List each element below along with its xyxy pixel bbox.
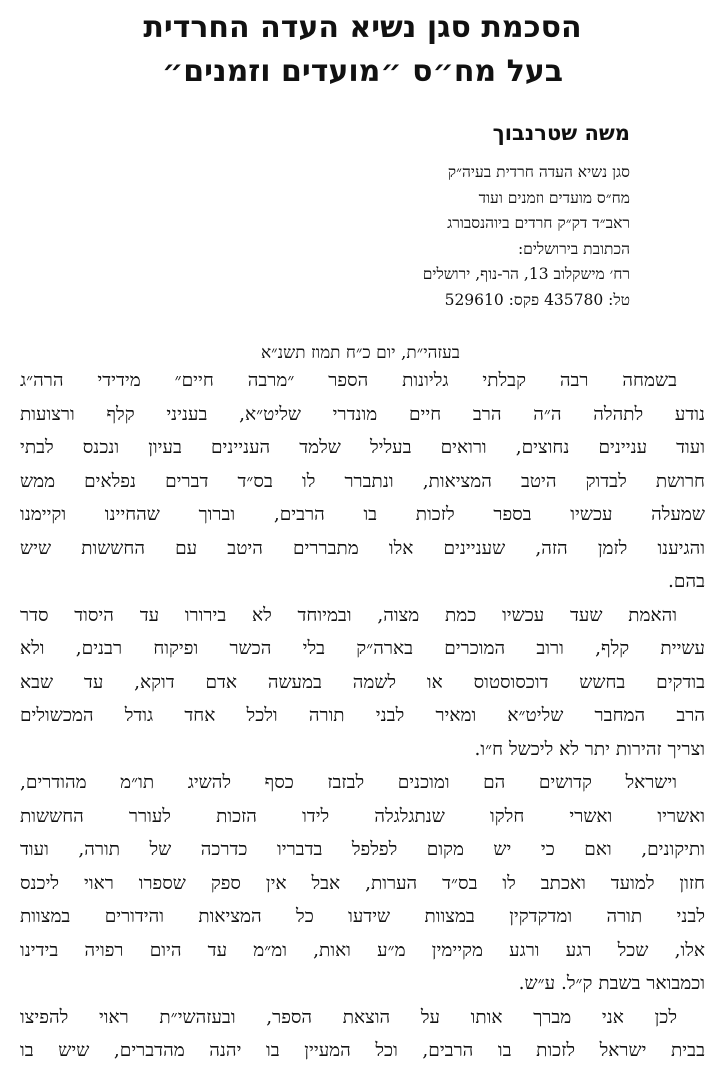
text-line: בודקים בחשש דוכסוסטוס או לשמה במעשה אדם דוקא, עד שבא	[20, 671, 705, 693]
text-line: והגיענו לזמן הזה, שעניינים אלו מתבררים היטב עם החששות שיש	[20, 537, 705, 559]
letter-date: בעזהי״ת, יום כ״ח תמוז תשנ״א	[260, 343, 460, 363]
text-line: וכמבואר בשבת ק״ל. ע״ש.	[518, 973, 705, 994]
text-line: לבני תורה ומדקדקין במצוות שידעו כל המציאות והידורים במצוות	[20, 906, 705, 927]
text-line: ואשריו ואשרי חלקו שנתגלגלה לידו הזכות לעורר החששות	[20, 805, 705, 827]
text-line: וישראל קדושים הם ומוכנים לבזבז כסף להשיג תו״מ מהודרים,	[20, 772, 677, 793]
letterhead-address	[423, 160, 630, 313]
letter-title	[0, 6, 725, 94]
text-line: שמעלה עכשיו בספר לזכות בו הרבים, וברוך שהחיינו וקיימנו	[20, 504, 705, 525]
paragraph	[20, 1001, 705, 1068]
address-line: סגן נשיא העדה חרדית בעיה״ק	[447, 163, 630, 181]
address-line: טל: 435780 פקס: 529610	[444, 290, 630, 309]
text-line: עשיית קלף, ורוב המוכרים בארה״ק בלי הכשר ופיקוח רבנים, ולא	[20, 638, 705, 659]
address-line: הכתובת בירושלים:	[517, 239, 630, 258]
text-line: וצריך זהירות יתר לא ליכשל ח״ו.	[474, 738, 705, 760]
paragraph	[20, 599, 705, 767]
author-name: משה שטרנבוך	[492, 121, 630, 145]
text-line: הרב המחבר שליט״א ומאיר לבני תורה ולכל אחד גודל המכשולים	[20, 705, 705, 726]
paragraph	[20, 766, 705, 1001]
address-line: מח״ס מועדים וזמנים ועוד	[478, 188, 630, 207]
text-line: בשמחה רבה קבלתי גליונות הספר ״מרבה חיים״ מידידי הרה״ג	[20, 370, 677, 391]
title-line-2: בעל מח״ס ״מועדים וזמנים״	[161, 54, 564, 89]
text-line: אלו, שכל רגע ורגע מקיימין מ״ע ואות, ומ״מ עד היום רפויה בידינו	[20, 939, 705, 961]
text-line: והאמת שעד עכשיו כמת מצוה, ובמיוחד לא בירורו עד היסוד סדר	[20, 604, 677, 626]
letter-body	[20, 364, 705, 1068]
paragraph	[20, 364, 705, 599]
address-line: ראב״ד דק״ק חרדים ביוהנסבורג	[447, 214, 630, 232]
text-line: חזון למועד ואכתב לו בס״ד הערות, אבל אין ספק שספרו ראוי ליכנס	[20, 872, 705, 894]
text-line: ותיקונים, ואם כי יש מקום לפלפל בדבריו כדרכה של תורה, ועוד	[20, 839, 705, 860]
text-line: ועוד עניינים נחוצים, ורואים בעליל שלמד העניינים בעיון ונכנס לבתי	[20, 437, 705, 458]
text-line: חרושת לבדוק היטב המציאות, ונתברר לו בס״ד דברים נפלאים ממש	[20, 470, 705, 492]
title-line-1: הסכמת סגן נשיא העדה החרדית	[143, 10, 582, 45]
text-line: בבית ישראל לזכות בו הרבים, וכל המעיין בו יהנה מהדברים, שיש בו	[20, 1040, 705, 1061]
text-line: לכן אני מברך אותו על הוצאת הספר, ובעזהשי״ת ראוי להפיצו	[20, 1006, 677, 1028]
text-line: בהם.	[668, 571, 705, 592]
address-line: רח׳ מישקלוב 13, הר-נוף, ירושלים	[422, 265, 630, 283]
text-line: נודע לתהלה ה״ה הרב חיים מונדרי שליט״א, בעניני קלף ורצועות	[20, 403, 705, 425]
